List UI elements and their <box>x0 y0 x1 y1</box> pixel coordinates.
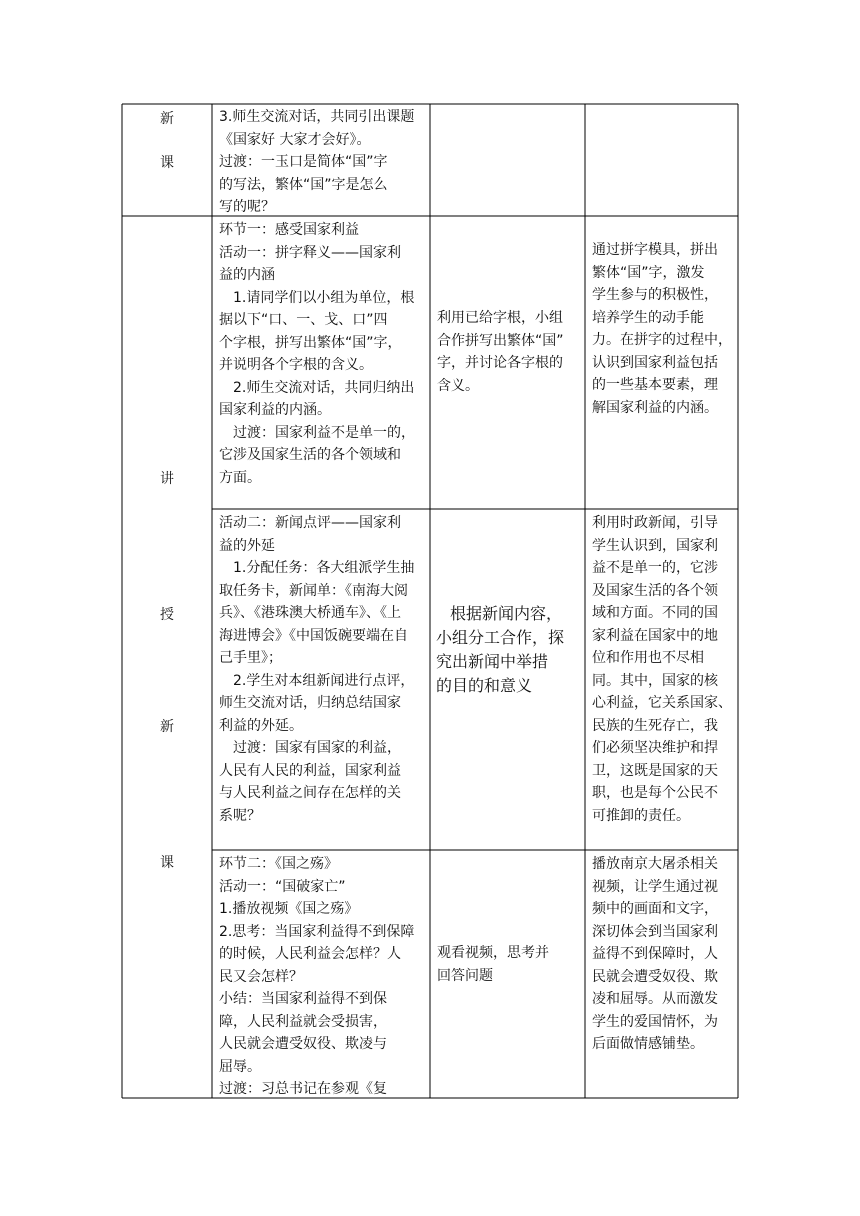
content-line: 兵》、《港珠澳大桥通车》、《上 <box>219 605 401 621</box>
content-line: 《国家好 大家才会好》。 <box>219 131 371 148</box>
content-line: 与人民利益之间存在怎样的关 <box>219 785 401 801</box>
teacher-activity-cell <box>219 219 427 489</box>
intent-line: 视频，让学生通过视 <box>592 878 718 895</box>
side-label-char: 授 <box>160 607 174 623</box>
content-line: 国家利益的内涵。 <box>219 402 331 418</box>
content-line: 活动一：拼字释义——国家利 <box>219 244 401 261</box>
student-line: 字，并讨论各字根的 <box>437 355 563 371</box>
side-label-char: 新 <box>160 719 174 735</box>
intent-line: 可推卸的责任。 <box>592 807 690 824</box>
intent-line: 们必须坚决维护和捍 <box>592 740 718 756</box>
teacher-activity-cell <box>219 512 427 827</box>
content-line: 师生交流对话，归纳总结国家 <box>219 695 401 711</box>
content-line: 1.请同学们以小组为单位，根 <box>233 289 415 306</box>
intent-line: 益得不到保障时，人 <box>592 946 718 962</box>
intent-line: 益不是单一的，它涉 <box>592 560 718 576</box>
content-line: 环节二：《国之殇》 <box>219 856 338 872</box>
student-line: 利用已给字根，小组 <box>437 310 563 326</box>
intent-line: 频中的画面和文字， <box>592 901 718 917</box>
content-line: 障，人民利益就会受损害， <box>219 1013 387 1030</box>
content-line: 己手里》； <box>219 650 282 666</box>
side-label-char: 课 <box>160 855 174 871</box>
content-line: 的写法，繁体“国”字是怎么 <box>219 176 388 193</box>
intent-line: 同。其中，国家的核 <box>592 672 718 689</box>
intent-line: 培养学生的动手能 <box>592 309 704 326</box>
student-line: 究出新闻中举措 <box>436 652 549 671</box>
side-label-char: 新 <box>160 111 174 127</box>
content-line: 方面。 <box>219 469 261 486</box>
content-line: 益的内涵 <box>219 267 275 283</box>
intent-line: 认识到国家利益包括 <box>592 354 718 371</box>
content-line: 过渡：一玉口是简体“国”字 <box>219 154 388 170</box>
content-line: 屈辱。 <box>219 1058 261 1075</box>
student-line: 根据新闻内容， <box>450 604 563 623</box>
design-intent-cell <box>592 512 738 827</box>
student-line: 回答问题 <box>437 967 493 984</box>
intent-line: 职，也是每个公民不 <box>592 785 718 801</box>
intent-line: 繁体“国”字，激发 <box>592 264 705 281</box>
intent-line: 力。在拼字的过程中， <box>592 332 732 348</box>
intent-line: 民族的生死存亡，我 <box>592 717 718 734</box>
intent-line: 学生认识到，国家利 <box>592 537 718 554</box>
intent-line: 学生参与的积极性， <box>592 287 718 303</box>
content-line: 环节一：感受国家利益 <box>219 222 359 238</box>
intent-line: 家利益在国家中的地 <box>592 627 718 644</box>
intent-line: 心利益，它关系国家、 <box>592 695 732 711</box>
content-line: 1.播放视频《国之殇》 <box>219 901 359 917</box>
content-line: 过渡：国家利益不是单一的， <box>233 424 415 441</box>
content-line: 过渡：国家有国家的利益， <box>233 740 401 756</box>
design-intent-cell <box>592 853 738 1056</box>
student-activity-cell <box>437 307 583 397</box>
content-line: 海进博会》《中国饭碗要端在自 <box>219 627 408 644</box>
intent-line: 域和方面。不同的国 <box>592 605 718 621</box>
student-activity-cell <box>436 602 582 698</box>
intent-line: 凌和屈辱。从而激发 <box>592 991 718 1007</box>
content-line: 益的外延 <box>219 537 275 554</box>
content-line: 1.分配任务：各大组派学生抽 <box>233 560 415 576</box>
content-line: 2.学生对本组新闻进行点评， <box>233 672 415 689</box>
content-line: 的时候，人民利益会怎样？人 <box>219 946 401 962</box>
content-line: 它涉及国家生活的各个领域和 <box>219 447 401 463</box>
student-line: 含义。 <box>437 377 479 394</box>
intent-line: 民就会遭受奴役、欺 <box>592 968 718 985</box>
content-line: 写的呢？ <box>219 199 275 215</box>
student-line: 观看视频，思考并 <box>437 945 549 961</box>
content-line: 并说明各个字根的含义。 <box>219 357 373 373</box>
content-line: 系呢？ <box>219 807 261 824</box>
student-line: 的目的和意义 <box>436 676 533 695</box>
content-line: 民又会怎样？ <box>219 968 303 985</box>
content-line: 2.师生交流对话，共同归纳出 <box>233 379 415 396</box>
teacher-activity-cell <box>219 106 427 219</box>
intent-line: 解国家利益的内涵。 <box>592 399 718 416</box>
content-line: 人民就会遭受奴役、欺凌与 <box>219 1036 387 1052</box>
intent-line: 后面做情感铺垫。 <box>592 1036 704 1052</box>
student-line: 小组分工合作，探 <box>436 628 565 647</box>
intent-line: 的一些基本要素，理 <box>592 377 718 393</box>
content-line: 小结：当国家利益得不到保 <box>219 991 387 1007</box>
content-line: 活动二：新闻点评——国家利 <box>219 515 401 531</box>
content-line: 过渡：习总书记在参观《复 <box>219 1081 387 1097</box>
design-intent-cell <box>592 239 738 419</box>
content-line: 个字根，拼写出繁体“国”字， <box>219 334 402 351</box>
content-line: 3.师生交流对话，共同引出课题 <box>219 109 415 125</box>
intent-line: 卫，这既是国家的天 <box>592 762 718 779</box>
content-line: 据以下“口、一、戈、口”四 <box>219 312 388 328</box>
intent-line: 通过拼字模具，拼出 <box>592 242 718 258</box>
intent-line: 利用时政新闻，引导 <box>592 515 718 531</box>
intent-line: 播放南京大屠杀相关 <box>592 856 718 872</box>
intent-line: 深切体会到当国家利 <box>592 923 718 940</box>
intent-line: 学生的爱国情怀，为 <box>592 1013 718 1030</box>
content-line: 2.思考：当国家利益得不到保障 <box>219 923 415 940</box>
content-line: 活动一：“国破家亡” <box>219 878 346 895</box>
student-activity-cell <box>437 942 583 987</box>
content-line: 取任务卡，新闻单：《南海大阅 <box>219 582 408 599</box>
intent-line: 及国家生活的各个领 <box>592 582 718 599</box>
intent-line: 位和作用也不尽相 <box>592 650 704 666</box>
side-label-char: 讲 <box>160 471 174 487</box>
content-line: 人民有人民的利益，国家利益 <box>219 762 401 779</box>
teacher-activity-cell <box>219 853 427 1101</box>
content-line: 利益的外延。 <box>219 717 303 734</box>
side-label-char: 课 <box>160 155 174 171</box>
student-line: 合作拼写出繁体“国” <box>437 332 564 349</box>
